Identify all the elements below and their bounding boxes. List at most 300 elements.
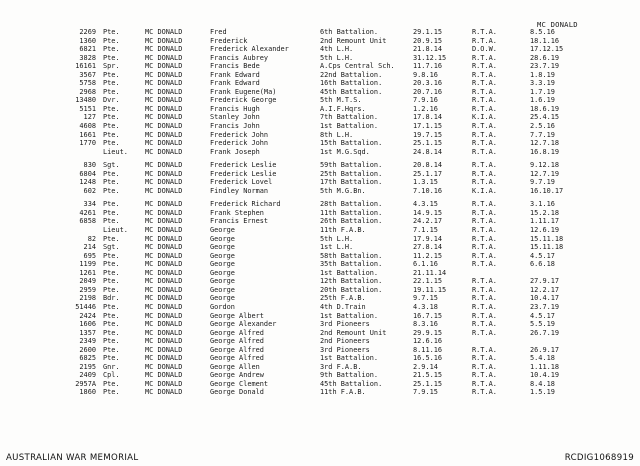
unit: 59th Battalion. [320, 161, 383, 170]
rank: Pte. [103, 186, 120, 195]
enlistment-date: 20.7.16 [413, 87, 443, 96]
enlistment-date: 21.5.15 [413, 371, 443, 380]
given-names: George [210, 243, 235, 252]
rank: Pte. [103, 169, 120, 178]
fate: R.T.A. [472, 371, 497, 380]
enlistment-date: 7.9.15 [413, 388, 438, 397]
fate-date: 1.11.18 [530, 362, 560, 371]
fate-date: 9.12.18 [530, 161, 560, 170]
given-names: George Alfred [210, 354, 264, 363]
given-names: Frank Joseph [210, 147, 260, 156]
given-names: George Albert [210, 311, 264, 320]
enlistment-date: 27.8.14 [413, 243, 443, 252]
given-names: George Alexander [210, 320, 277, 329]
enlistment-date: 31.12.15 [413, 53, 447, 62]
given-names: Frederick Lovel [210, 178, 273, 187]
unit: 35th Battalion. [320, 260, 383, 269]
roll-row [0, 269, 640, 278]
unit: 1st M.G.Sqd. [320, 147, 370, 156]
unit: 5th M.T.S. [320, 96, 362, 105]
enlistment-date: 4.3.18 [413, 302, 438, 311]
unit: 25th Battalion. [320, 169, 383, 178]
unit: 5th L.H. [320, 53, 354, 62]
unit: 2nd Remount Unit [320, 36, 387, 45]
given-names: George Andrew [210, 371, 264, 380]
enlistment-date: 9.8.16 [413, 70, 438, 79]
given-names: Frederick [210, 36, 248, 45]
service-number: 4261 [79, 208, 96, 217]
roll-row [0, 28, 640, 37]
fate: R.T.A. [472, 234, 497, 243]
surname: MC DONALD [145, 45, 183, 54]
rank: Pte. [103, 130, 120, 139]
unit: 1st L.H. [320, 243, 354, 252]
fate-date: 1.11.17 [530, 217, 560, 226]
service-number: 5758 [79, 79, 96, 88]
given-names: George Donald [210, 388, 264, 397]
surname: MC DONALD [145, 87, 183, 96]
surname: MC DONALD [145, 362, 183, 371]
given-names: George Alfred [210, 345, 264, 354]
roll-row [0, 320, 640, 329]
service-number: 3828 [79, 53, 96, 62]
fate-date: 10.4.17 [530, 294, 560, 303]
fate: R.T.A. [472, 53, 497, 62]
given-names: Frederick George [210, 96, 277, 105]
roll-row [0, 217, 640, 226]
given-names: George Clement [210, 379, 269, 388]
fate: R.T.A. [472, 62, 497, 71]
given-names: Stanley John [210, 113, 260, 122]
roll-row [0, 45, 640, 54]
fate: R.T.A. [472, 379, 497, 388]
fate: R.T.A. [472, 87, 497, 96]
roll-row [0, 354, 640, 363]
rank: Pte. [103, 345, 120, 354]
enlistment-date: 21.11.14 [413, 268, 447, 277]
enlistment-date: 7.9.16 [413, 96, 438, 105]
surname: MC DONALD [145, 354, 183, 363]
surname: MC DONALD [145, 178, 183, 187]
surname: MC DONALD [145, 277, 183, 286]
service-number: 1199 [79, 260, 96, 269]
service-number: 830 [83, 161, 96, 170]
surname: MC DONALD [145, 294, 183, 303]
surname: MC DONALD [145, 200, 183, 209]
rank: Pte. [103, 234, 120, 243]
rank: Pte. [103, 388, 120, 397]
fate: R.T.A. [472, 251, 497, 260]
fate: R.T.A. [472, 36, 497, 45]
unit: 5th L.H. [320, 234, 354, 243]
surname: MC DONALD [145, 169, 183, 178]
service-number: 127 [83, 113, 96, 122]
roll-row [0, 209, 640, 218]
rank: Pte. [103, 200, 120, 209]
fate-date: 12.2.17 [530, 285, 560, 294]
surname: MC DONALD [145, 234, 183, 243]
rank: Pte. [103, 87, 120, 96]
enlistment-date: 25.1.17 [413, 169, 443, 178]
fate-date: 1.8.19 [530, 70, 555, 79]
given-names: Francis John [210, 122, 260, 131]
enlistment-date: 8.3.16 [413, 320, 438, 329]
service-number: 1357 [79, 328, 96, 337]
roll-row [0, 277, 640, 286]
unit: 9th Battalion. [320, 371, 379, 380]
rank: Dvr. [103, 96, 120, 105]
surname: MC DONALD [145, 328, 183, 337]
fate: R.T.A. [472, 70, 497, 79]
rank: Pte. [103, 28, 120, 36]
fate: R.T.A. [472, 28, 497, 36]
surname: MC DONALD [145, 226, 183, 235]
enlistment-date: 12.6.16 [413, 337, 443, 346]
enlistment-date: 17.1.15 [413, 122, 443, 131]
rank: Pte. [103, 320, 120, 329]
service-number: 2957A [75, 379, 96, 388]
surname: MC DONALD [145, 28, 183, 36]
fate-date: 4.5.17 [530, 311, 555, 320]
roll-row [0, 388, 640, 397]
fate: R.T.A. [472, 96, 497, 105]
unit: 12th Battalion. [320, 277, 383, 286]
surname: MC DONALD [145, 268, 183, 277]
fate: R.T.A. [472, 243, 497, 252]
enlistment-date: 9.7.15 [413, 294, 438, 303]
fate: K.I.A. [472, 186, 497, 195]
roll-row [0, 187, 640, 196]
roll-row [0, 88, 640, 97]
roll-row [0, 235, 640, 244]
fate: R.T.A. [472, 79, 497, 88]
service-number: 1770 [79, 139, 96, 148]
unit: 2nd Remount Unit [320, 328, 387, 337]
unit: 26th Battalion. [320, 217, 383, 226]
enlistment-date: 24.8.14 [413, 147, 443, 156]
fate-date: 2.5.16 [530, 122, 555, 131]
service-number: 51446 [75, 302, 96, 311]
roll-row [0, 200, 640, 209]
roll-row [0, 122, 640, 131]
given-names: Francis Hugh [210, 104, 260, 113]
fate-date: 28.6.19 [530, 53, 560, 62]
enlistment-date: 6.1.16 [413, 260, 438, 269]
enlistment-date: 11.2.15 [413, 251, 443, 260]
service-number: 334 [83, 200, 96, 209]
roll-row [0, 226, 640, 235]
surname: MC DONALD [145, 260, 183, 269]
surname: MC DONALD [145, 79, 183, 88]
fate: R.T.A. [472, 277, 497, 286]
given-names: George Alfred [210, 337, 264, 346]
surname: MC DONALD [145, 62, 183, 71]
rank: Pte. [103, 208, 120, 217]
given-names: Fred [210, 28, 227, 36]
service-number: 2600 [79, 345, 96, 354]
service-number: 2195 [79, 362, 96, 371]
fate-date: 15.11.18 [530, 243, 564, 252]
fate: R.T.A. [472, 147, 497, 156]
rank: Pte. [103, 122, 120, 131]
roll-row [0, 161, 640, 170]
roll-row [0, 54, 640, 63]
rank: Pte. [103, 311, 120, 320]
unit: 1st Battalion. [320, 354, 379, 363]
rank: Pte. [103, 178, 120, 187]
enlistment-date: 22.1.15 [413, 277, 443, 286]
given-names: George [210, 268, 235, 277]
enlistment-date: 1.2.16 [413, 104, 438, 113]
enlistment-date: 29.1.15 [413, 28, 443, 36]
rank: Pte. [103, 302, 120, 311]
service-number: 16161 [75, 62, 96, 71]
footer-institution: AUSTRALIAN WAR MEMORIAL [6, 453, 139, 463]
fate-date: 1.5.19 [530, 388, 555, 397]
unit: 1st Battalion. [320, 311, 379, 320]
page-heading: MC DONALD [537, 20, 578, 29]
enlistment-date: 21.8.14 [413, 45, 443, 54]
given-names: George [210, 226, 235, 235]
service-number: 6804 [79, 169, 96, 178]
rank: Pte. [103, 285, 120, 294]
fate-date: 26.7.19 [530, 328, 560, 337]
surname: MC DONALD [145, 285, 183, 294]
fate: R.T.A. [472, 226, 497, 235]
unit: 1st Battalion. [320, 268, 379, 277]
fate-date: 23.7.19 [530, 62, 560, 71]
fate-date: 3.1.16 [530, 200, 555, 209]
fate: R.T.A. [472, 139, 497, 148]
fate-date: 5.5.19 [530, 320, 555, 329]
roll-row [0, 260, 640, 269]
given-names: Francis Aubrey [210, 53, 269, 62]
fate: D.O.W. [472, 45, 497, 54]
given-names: Frederick Leslie [210, 161, 277, 170]
service-number: 2349 [79, 337, 96, 346]
surname: MC DONALD [145, 70, 183, 79]
service-number: 214 [83, 243, 96, 252]
fate-date: 8.4.18 [530, 379, 555, 388]
enlistment-date: 11.7.16 [413, 62, 443, 71]
enlistment-date: 2.9.14 [413, 362, 438, 371]
unit: 2nd Pioneers [320, 337, 370, 346]
enlistment-date: 20.3.16 [413, 79, 443, 88]
rank: Pte. [103, 277, 120, 286]
given-names: Francis Ernest [210, 217, 269, 226]
roll-row [0, 170, 640, 179]
fate: R.T.A. [472, 217, 497, 226]
surname: MC DONALD [145, 104, 183, 113]
enlistment-date: 16.7.15 [413, 311, 443, 320]
fate: R.T.A. [472, 354, 497, 363]
service-number: 2198 [79, 294, 96, 303]
rank: Pte. [103, 104, 120, 113]
roll-row [0, 62, 640, 71]
rank: Pte. [103, 113, 120, 122]
fate: R.T.A. [472, 302, 497, 311]
surname: MC DONALD [145, 302, 183, 311]
roll-row [0, 113, 640, 122]
rank: Lieut. [103, 226, 128, 235]
given-names: George [210, 251, 235, 260]
unit: 16th Battalion. [320, 79, 383, 88]
roll-row [0, 312, 640, 321]
fate: R.T.A. [472, 200, 497, 209]
service-number: 1860 [79, 388, 96, 397]
rank: Pte. [103, 337, 120, 346]
fate-date: 9.7.19 [530, 178, 555, 187]
fate: R.T.A. [472, 260, 497, 269]
rank: Pte. [103, 354, 120, 363]
enlistment-date: 20.9.15 [413, 36, 443, 45]
roll-row [0, 363, 640, 372]
given-names: Frank Stephen [210, 208, 264, 217]
roll-row [0, 148, 640, 157]
service-number: 82 [87, 234, 96, 243]
fate-date: 7.7.19 [530, 130, 555, 139]
service-number: 2269 [79, 28, 96, 36]
fate-date: 18.1.16 [530, 36, 560, 45]
fate-date: 1.7.19 [530, 87, 555, 96]
fate-date: 3.3.19 [530, 79, 555, 88]
fate: R.T.A. [472, 320, 497, 329]
surname: MC DONALD [145, 345, 183, 354]
fate-date: 26.9.17 [530, 345, 560, 354]
roll-row [0, 105, 640, 114]
rank: Pte. [103, 70, 120, 79]
given-names: Frederick John [210, 130, 269, 139]
service-number: 4608 [79, 122, 96, 131]
roll-row [0, 131, 640, 140]
fate-date: 12.7.18 [530, 139, 560, 148]
fate-date: 12.6.19 [530, 226, 560, 235]
fate: R.T.A. [472, 285, 497, 294]
service-number: 602 [83, 186, 96, 195]
service-number: 2968 [79, 87, 96, 96]
unit: 3rd Pioneers [320, 345, 370, 354]
given-names: George [210, 285, 235, 294]
footer-record-id: RCDIG1068919 [564, 453, 634, 463]
roll-row [0, 252, 640, 261]
fate-date: 8.5.16 [530, 28, 555, 36]
given-names: Frank Eugene(Ma) [210, 87, 277, 96]
surname: MC DONALD [145, 251, 183, 260]
unit: 11th F.A.B. [320, 388, 366, 397]
surname: MC DONALD [145, 217, 183, 226]
fate-date: 16.8.19 [530, 147, 560, 156]
service-number: 5151 [79, 104, 96, 113]
rank: Pte. [103, 45, 120, 54]
rank: Pte. [103, 268, 120, 277]
surname: MC DONALD [145, 337, 183, 346]
roll-row [0, 286, 640, 295]
rank: Pte. [103, 53, 120, 62]
unit: 4th L.H. [320, 45, 354, 54]
unit: A.Cps Central Sch. [320, 62, 395, 71]
fate: R.T.A. [472, 311, 497, 320]
unit: 45th Battalion. [320, 87, 383, 96]
given-names: George [210, 234, 235, 243]
fate-date: 12.7.19 [530, 169, 560, 178]
fate: R.T.A. [472, 388, 497, 397]
roll-row [0, 346, 640, 355]
given-names: Frank Edward [210, 79, 260, 88]
roll-row [0, 337, 640, 346]
enlistment-date: 17.9.14 [413, 234, 443, 243]
unit: 28th Battalion. [320, 200, 383, 209]
fate-date: 16.10.17 [530, 186, 564, 195]
surname: MC DONALD [145, 311, 183, 320]
rank: Cpl. [103, 371, 120, 380]
unit: 15th Battalion. [320, 139, 383, 148]
given-names: Frederick Leslie [210, 169, 277, 178]
given-names: Francis Bede [210, 62, 260, 71]
given-names: Gordon [210, 302, 235, 311]
service-number: 2959 [79, 285, 96, 294]
surname: MC DONALD [145, 161, 183, 170]
unit: 17th Battalion. [320, 178, 383, 187]
rank: Pte. [103, 139, 120, 148]
unit: 20th Battalion. [320, 285, 383, 294]
unit: 4th D.Train [320, 302, 366, 311]
surname: MC DONALD [145, 186, 183, 195]
fate: R.T.A. [472, 130, 497, 139]
fate-date: 5.4.18 [530, 354, 555, 363]
fate: R.T.A. [472, 362, 497, 371]
enlistment-date: 14.9.15 [413, 208, 443, 217]
fate: R.T.A. [472, 328, 497, 337]
unit: 6th Battalion. [320, 28, 379, 36]
surname: MC DONALD [145, 243, 183, 252]
given-names: George Allen [210, 362, 260, 371]
rank: Pte. [103, 79, 120, 88]
service-number: 1360 [79, 36, 96, 45]
rank: Pte. [103, 328, 120, 337]
fate: R.T.A. [472, 104, 497, 113]
roll-row [0, 243, 640, 252]
surname: MC DONALD [145, 388, 183, 397]
fate-date: 17.12.15 [530, 45, 564, 54]
surname: MC DONALD [145, 130, 183, 139]
fate: R.T.A. [472, 208, 497, 217]
unit: 25th F.A.B. [320, 294, 366, 303]
given-names: Findley Norman [210, 186, 269, 195]
surname: MC DONALD [145, 208, 183, 217]
roll-entries [0, 28, 640, 397]
service-number: 1606 [79, 320, 96, 329]
fate: R.T.A. [472, 122, 497, 131]
fate: R.T.A. [472, 161, 497, 170]
enlistment-date: 25.1.15 [413, 379, 443, 388]
service-number: 1661 [79, 130, 96, 139]
rank: Sgt. [103, 161, 120, 170]
unit: 58th Battalion. [320, 251, 383, 260]
service-number: 3567 [79, 70, 96, 79]
given-names: George [210, 260, 235, 269]
roll-row [0, 37, 640, 46]
roll-row [0, 329, 640, 338]
surname: MC DONALD [145, 379, 183, 388]
unit: 11th F.A.B. [320, 226, 366, 235]
unit: 3rd F.A.B. [320, 362, 362, 371]
service-number: 6825 [79, 354, 96, 363]
roll-row [0, 380, 640, 389]
given-names: George [210, 294, 235, 303]
enlistment-date: 16.5.16 [413, 354, 443, 363]
surname: MC DONALD [145, 36, 183, 45]
surname: MC DONALD [145, 113, 183, 122]
